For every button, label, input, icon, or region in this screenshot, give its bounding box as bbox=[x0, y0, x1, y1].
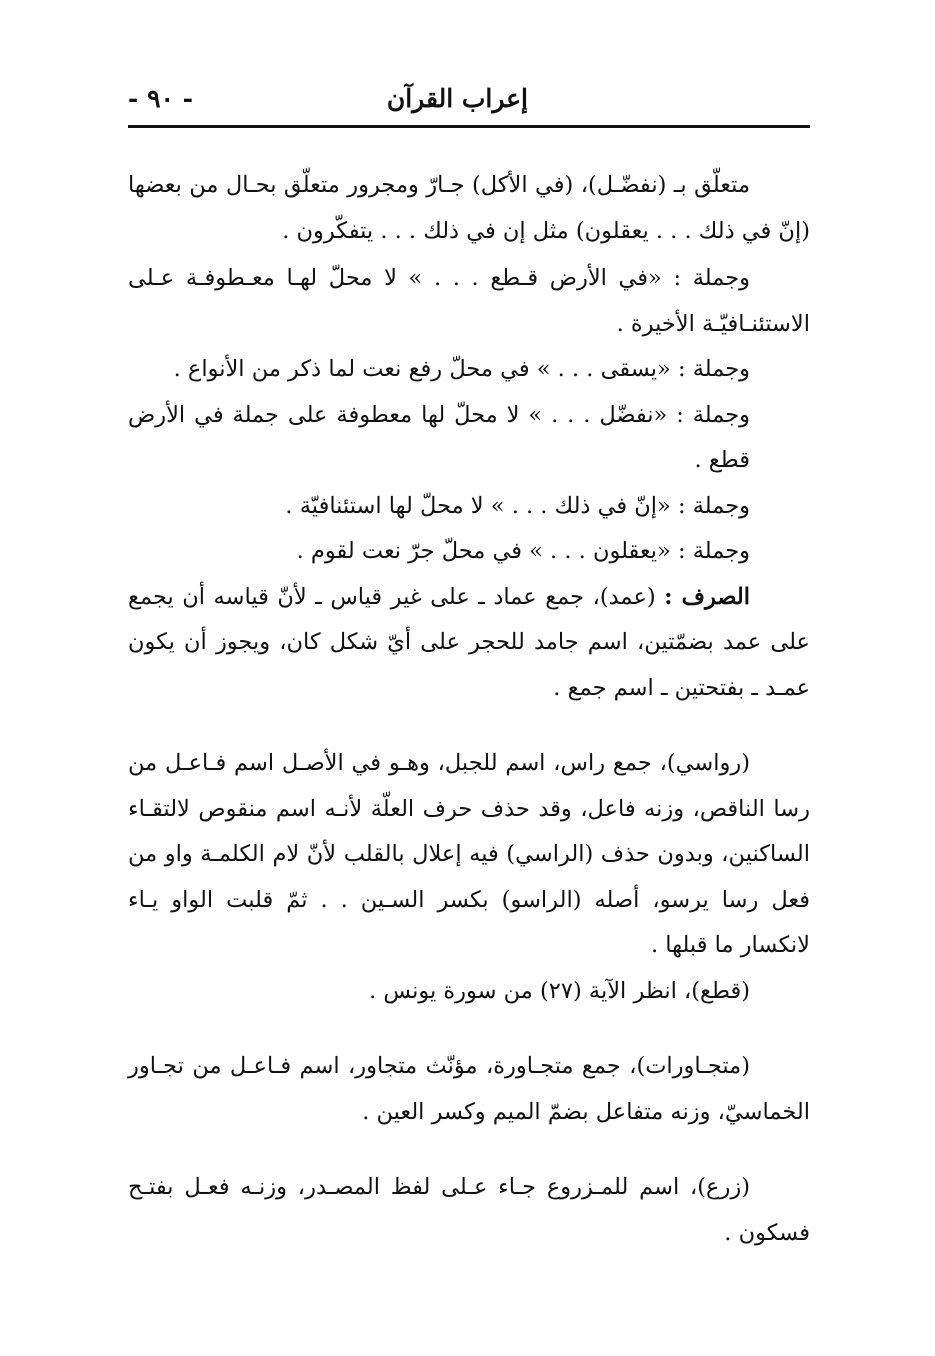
paragraph-2: وجملة : «في الأرض قـطع . . . » لا محلّ لهـا معـطوفـة عـلى الاستئنـافيّـة الأخيرة . bbox=[128, 265, 810, 337]
paragraph-11: (زرع)، اسم للمـزروع جـاء عـلى لفظ المصـدر، وزنـه فعـل بفتـح فسكون . bbox=[128, 1174, 810, 1246]
paragraph-6: وجملة : «يعقلون . . . » في محلّ جرّ نعت لقوم . bbox=[296, 538, 750, 564]
morphology-term: الصرف : bbox=[664, 583, 751, 610]
book-title: إعراب القرآن bbox=[386, 84, 528, 113]
paragraph-8: (رواسي)، جمع راس، اسم للجبل، وهـو في الأصـل اسم فـاعـل من رسا الناقص، وزنه فاعل، وقد حذف حرف العلّة لأنـه اسم منقوص لالتقـاء الساكنين، وبدون حذف (الراسي) فيه إعلال بالقلب لأنّ لام الكلمـة واو من فعل رسا يرسو، أصله (الراسو) بكسر السـين . . ثمّ قلبت الواو يـاء لانكسار ما قبلها . bbox=[128, 750, 810, 958]
paragraph-3: وجملة : «يسقى . . . » في محلّ رفع نعت لما ذكر من الأنواع . bbox=[173, 356, 750, 382]
page-header bbox=[128, 78, 810, 122]
header-rule bbox=[128, 125, 810, 128]
paragraph-7 bbox=[128, 575, 810, 712]
paragraph-9: (قطع)، انظر الآية (٢٧) من سورة يونس . bbox=[369, 977, 750, 1004]
paragraph-1: متعلّق بـ (نفضّـل)، (في الأكل) جـارّ ومجرور متعلّق بحـال من بعضها (إنّ في ذلك . . . يعقلون) مثل إن في ذلك . . . يتفكّرون . bbox=[128, 172, 810, 244]
morphology-text: (عمد)، جمع عماد ـ على غير قياس ـ لأنّ قياسه أن يجمع على عمد بضمّتين، اسم جامد للحجر على أيّ شكل كان، ويجوز أن يكون عمـد ـ بفتحتين ـ اسم جمع . bbox=[128, 583, 810, 701]
paragraph-10: (متجـاورات)، جمع متجـاورة، مؤنّث متجاور، اسم فـاعـل من تجـاور الخماسيّ، وزنه متفاعل بضمّ الميم وكسر العين . bbox=[128, 1053, 810, 1125]
paragraph-5: وجملة : «إنّ في ذلك . . . » لا محلّ لها استئنافيّة . bbox=[285, 492, 750, 519]
page-number: - ٩٠ - bbox=[128, 84, 194, 113]
paragraph-4: وجملة : «نفضّل . . . » لا محلّ لها معطوفة على جملة في الأرض قطع . bbox=[128, 401, 750, 473]
body-text bbox=[128, 163, 810, 1256]
